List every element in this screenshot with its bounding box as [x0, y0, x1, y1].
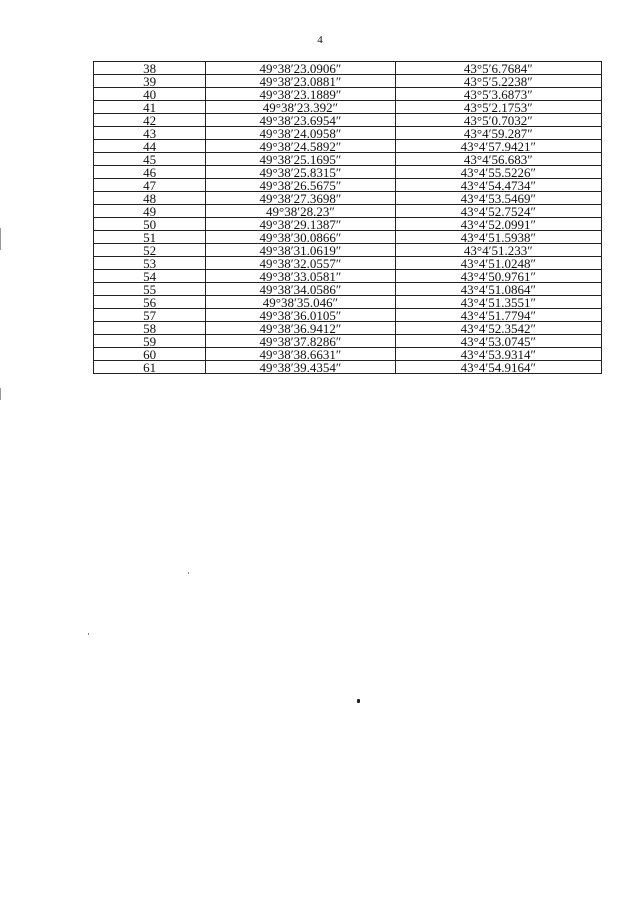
longitude-cell: 43°5′2.1753″ — [395, 101, 601, 114]
table-row — [94, 270, 602, 283]
latitude-cell: 49°38′31.0619″ — [206, 244, 395, 257]
point-number-cell: 51 — [94, 231, 206, 244]
latitude-cell: 49°38′27.3698″ — [206, 192, 395, 205]
longitude-cell: 43°4′52.7524″ — [395, 205, 601, 218]
point-number-cell: 49 — [94, 205, 206, 218]
table-row — [94, 127, 602, 140]
longitude-cell: 43°5′0.7032″ — [395, 114, 601, 127]
scan-edge-mark — [0, 388, 1, 400]
table-row — [94, 361, 602, 374]
table-row — [94, 322, 602, 335]
table-row — [94, 296, 602, 309]
table-row — [94, 283, 602, 296]
latitude-cell: 49°38′23.392″ — [206, 101, 395, 114]
table-row — [94, 231, 602, 244]
latitude-cell: 49°38′33.0581″ — [206, 270, 395, 283]
table-row — [94, 257, 602, 270]
longitude-cell: 43°4′51.233″ — [395, 244, 601, 257]
scan-speck — [188, 572, 189, 574]
longitude-cell: 43°4′54.9164″ — [395, 361, 601, 374]
longitude-cell: 43°4′50.9761″ — [395, 270, 601, 283]
table-row — [94, 114, 602, 127]
longitude-cell: 43°4′51.0864″ — [395, 283, 601, 296]
latitude-cell: 49°38′23.6954″ — [206, 114, 395, 127]
point-number-cell: 48 — [94, 192, 206, 205]
point-number-cell: 61 — [94, 361, 206, 374]
longitude-cell: 43°5′6.7684″ — [395, 62, 601, 75]
latitude-cell: 49°38′29.1387″ — [206, 218, 395, 231]
table-row — [94, 335, 602, 348]
longitude-cell: 43°4′57.9421″ — [395, 140, 601, 153]
table-row — [94, 348, 602, 361]
longitude-cell: 43°4′51.5938″ — [395, 231, 601, 244]
scan-speck — [357, 699, 360, 703]
table-row — [94, 192, 602, 205]
table-row — [94, 218, 602, 231]
point-number-cell: 52 — [94, 244, 206, 257]
latitude-cell: 49°38′34.0586″ — [206, 283, 395, 296]
point-number-cell: 59 — [94, 335, 206, 348]
point-number-cell: 60 — [94, 348, 206, 361]
latitude-cell: 49°38′26.5675″ — [206, 179, 395, 192]
point-number-cell: 38 — [94, 62, 206, 75]
latitude-cell: 49°38′36.9412″ — [206, 322, 395, 335]
longitude-cell: 43°4′59.287″ — [395, 127, 601, 140]
longitude-cell: 43°4′51.3551″ — [395, 296, 601, 309]
table-row — [94, 101, 602, 114]
table-row — [94, 62, 602, 75]
longitude-cell: 43°4′53.9314″ — [395, 348, 601, 361]
point-number-cell: 56 — [94, 296, 206, 309]
point-number-cell: 40 — [94, 88, 206, 101]
table-row — [94, 179, 602, 192]
scan-speck — [88, 633, 89, 635]
longitude-cell: 43°4′51.0248″ — [395, 257, 601, 270]
coordinates-table-body — [94, 62, 602, 374]
latitude-cell: 49°38′25.1695″ — [206, 153, 395, 166]
latitude-cell: 49°38′35.046″ — [206, 296, 395, 309]
table-row — [94, 75, 602, 88]
longitude-cell: 43°5′3.6873″ — [395, 88, 601, 101]
longitude-cell: 43°4′53.5469″ — [395, 192, 601, 205]
table-row — [94, 140, 602, 153]
point-number-cell: 57 — [94, 309, 206, 322]
longitude-cell: 43°4′52.3542″ — [395, 322, 601, 335]
coordinates-table — [93, 61, 602, 374]
latitude-cell: 49°38′30.0866″ — [206, 231, 395, 244]
page-number: 4 — [317, 34, 323, 46]
longitude-cell: 43°4′56.683″ — [395, 153, 601, 166]
latitude-cell: 49°38′37.8286″ — [206, 335, 395, 348]
point-number-cell: 43 — [94, 127, 206, 140]
scan-edge-mark — [0, 228, 1, 250]
point-number-cell: 42 — [94, 114, 206, 127]
point-number-cell: 46 — [94, 166, 206, 179]
latitude-cell: 49°38′23.0906″ — [206, 62, 395, 75]
point-number-cell: 58 — [94, 322, 206, 335]
latitude-cell: 49°38′32.0557″ — [206, 257, 395, 270]
longitude-cell: 43°4′52.0991″ — [395, 218, 601, 231]
table-row — [94, 309, 602, 322]
longitude-cell: 43°4′54.4734″ — [395, 179, 601, 192]
latitude-cell: 49°38′24.0958″ — [206, 127, 395, 140]
latitude-cell: 49°38′23.0881″ — [206, 75, 395, 88]
point-number-cell: 41 — [94, 101, 206, 114]
table-row — [94, 166, 602, 179]
longitude-cell: 43°4′53.0745″ — [395, 335, 601, 348]
table-row — [94, 153, 602, 166]
point-number-cell: 39 — [94, 75, 206, 88]
latitude-cell: 49°38′24.5892″ — [206, 140, 395, 153]
table-row — [94, 88, 602, 101]
longitude-cell: 43°5′5.2238″ — [395, 75, 601, 88]
point-number-cell: 50 — [94, 218, 206, 231]
latitude-cell: 49°38′25.8315″ — [206, 166, 395, 179]
longitude-cell: 43°4′51.7794″ — [395, 309, 601, 322]
latitude-cell: 49°38′23.1889″ — [206, 88, 395, 101]
latitude-cell: 49°38′39.4354″ — [206, 361, 395, 374]
latitude-cell: 49°38′28.23″ — [206, 205, 395, 218]
longitude-cell: 43°4′55.5226″ — [395, 166, 601, 179]
point-number-cell: 55 — [94, 283, 206, 296]
point-number-cell: 45 — [94, 153, 206, 166]
table-row — [94, 205, 602, 218]
point-number-cell: 44 — [94, 140, 206, 153]
table-row — [94, 244, 602, 257]
latitude-cell: 49°38′36.0105″ — [206, 309, 395, 322]
latitude-cell: 49°38′38.6631″ — [206, 348, 395, 361]
point-number-cell: 53 — [94, 257, 206, 270]
point-number-cell: 47 — [94, 179, 206, 192]
point-number-cell: 54 — [94, 270, 206, 283]
